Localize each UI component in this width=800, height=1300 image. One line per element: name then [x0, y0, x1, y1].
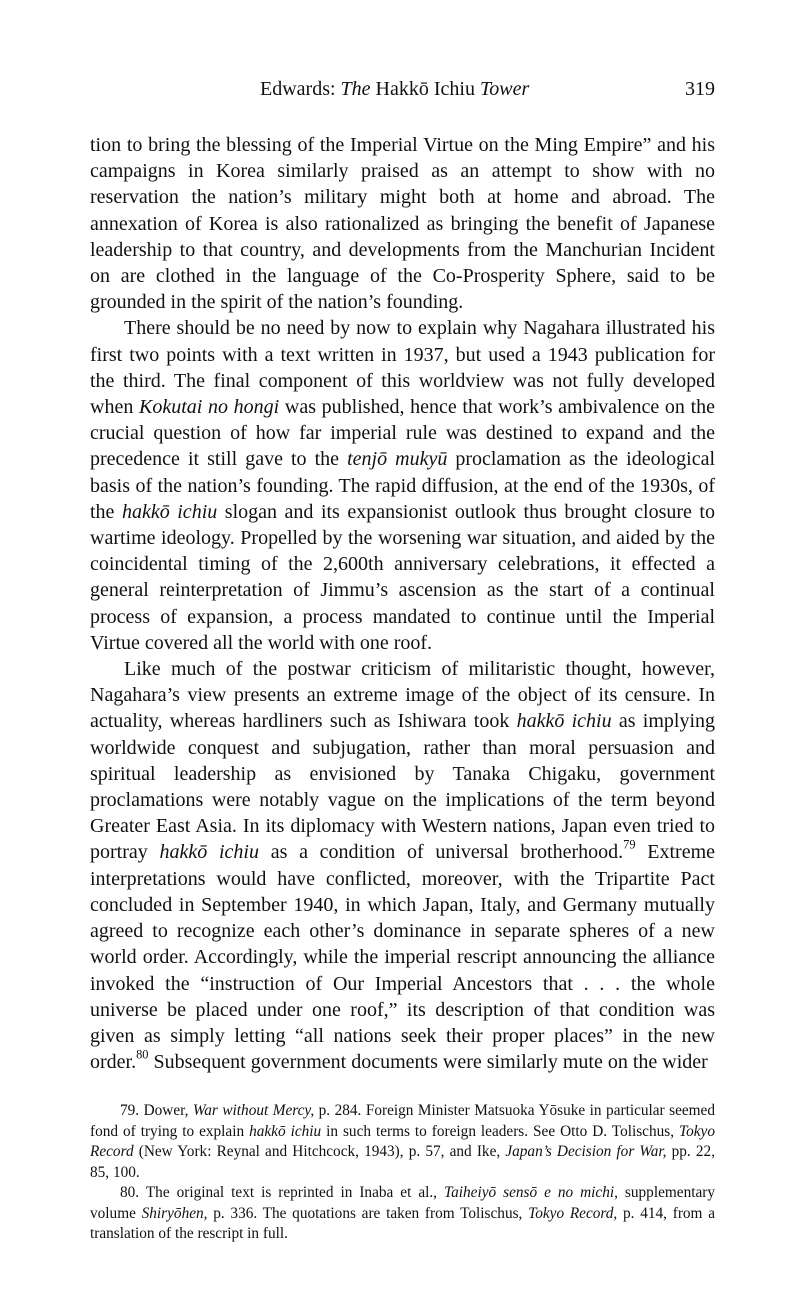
note79-text-1: 79. Dower, — [120, 1102, 193, 1120]
note79-italic-4: Japan’s Decision for War, — [505, 1143, 667, 1161]
note80-text-3: p. 336. The quotations are taken from Tolischus, — [207, 1204, 529, 1222]
p2-italic-1: Kokutai no hongi — [139, 396, 280, 419]
header-title-tower: Tower — [479, 78, 530, 100]
footnote-ref-80[interactable]: 80 — [136, 1047, 149, 1062]
header-title-the: The — [340, 78, 371, 100]
p2-text-4: slogan and its expansionist outlook thus brought closure to wartime ideology. Propelled by the worsening war situation, and aided by the coincidental timing of the 2,600th anniversary celebrations, it effected a general reinterpretation of Jimmu’s ascension as the start of a continual process of expansion, a process mandated to continue until the Imperial Virtue covered all the world with one roof. — [90, 500, 715, 654]
p2-text-3: proclamation as the ideological basis of the nation’s founding. The rapid diffusion, at the end of the 1930s, of the — [90, 448, 716, 523]
p2-italic-3: hakkō ichiu — [121, 500, 218, 523]
note80-italic-3: Tokyo Record, — [528, 1204, 618, 1222]
note79-text-2: p. 284. Foreign Minister Matsuoka Yōsuke in particular seemed fond of trying to explain — [90, 1102, 715, 1140]
running-header — [90, 74, 715, 108]
running-title — [260, 78, 529, 101]
note80-italic-2: Shiryōhen, — [141, 1204, 208, 1222]
note79-text-4: (New York: Reynal and Hitchcock, 1943), p. 57, and Ike, — [133, 1143, 506, 1161]
p2-text-2: was published, hence that work’s ambivalence on the crucial question of how far imperial rule was destined to expand and the precedence it still gave to the — [90, 396, 716, 471]
note80-text-1: 80. The original text is reprinted in Inaba et al., — [120, 1184, 444, 1202]
p3-text-1: Like much of the postwar criticism of militaristic thought, however, Nagahara’s view presents an extreme image of the object of its censure. In actuality, whereas hardliners such as Ishiwara took — [90, 658, 715, 733]
note79-italic-2: hakkō ichiu — [249, 1122, 322, 1140]
p2-italic-2: tenjō mukyū — [347, 448, 448, 471]
page — [90, 74, 715, 1245]
note79-italic-3: Tokyo Record — [90, 1122, 715, 1161]
paragraph-1: tion to bring the blessing of the Imperial Virtue on the Ming Empire” and his campaigns in Korea similarly praised as an attempt to show with no reservation the nation’s military might both at home and abroad. The annexation of Korea is also rationalized as bringing the benefit of Japanese leadership to that country, and developments from the Manchurian Incident on are clothed in the language of the Co-Prosperity Sphere, said to be grounded in the spirit of the nation’s founding. — [90, 134, 715, 314]
footnotes — [90, 1101, 715, 1245]
note80-text-4: p. 414, from a translation of the rescript in full. — [90, 1204, 715, 1243]
p3-text-5: Subsequent government documents were similarly mute on the wider — [148, 1051, 708, 1074]
header-author: Edwards: — [260, 78, 341, 100]
p2-text-1: There should be no need by now to explain why Nagahara illustrated his first two points with a text written in 1937, but used a 1943 publication for the third. The final component of this worldview was not fully developed when — [90, 317, 715, 419]
note79-text-5: pp. 22, 85, 100. — [90, 1143, 716, 1181]
header-title-mid: Hakkō Ichiu — [370, 78, 480, 100]
paragraph-2 — [90, 315, 715, 656]
p3-italic-2: hakkō ichiu — [159, 841, 259, 864]
p3-italic-1: hakkō ichiu — [516, 710, 612, 733]
body-text — [90, 132, 715, 1075]
note79-italic-1: War without Mercy, — [192, 1102, 315, 1120]
note79-text-3: in such terms to foreign leaders. See Otto D. Tolischus, — [321, 1122, 680, 1140]
page-number: 319 — [685, 78, 715, 100]
note80-italic-1: Taiheiyō sensō e no michi, — [444, 1184, 618, 1202]
p3-text-4: Extreme interpretations would have conflicted, moreover, with the Tripartite Pact concluded in September 1940, in which Japan, Italy, and Germany mutually agreed to recognize each other’s dominance in separate spheres of a new world order. Accordingly, while the imperial rescript announcing the alliance invoked the “instruction of Our Imperial Ancestors that . . . the whole universe be placed under one roof,” its description of that condition was given as simply letting “all nations seek their proper places” in the new order. — [90, 841, 716, 1074]
footnote-ref-79[interactable]: 79 — [623, 838, 636, 853]
paragraph-3 — [90, 656, 715, 1075]
p3-text-3: as a condition of universal brotherhood. — [258, 841, 624, 864]
footnote-80 — [90, 1183, 715, 1245]
note80-text-2: supplementary volume — [90, 1184, 715, 1222]
footnote-79 — [90, 1101, 715, 1183]
p3-text-2: as implying worldwide conquest and subjugation, rather than moral persuasion and spiritual leadership as envisioned by Tanaka Chigaku, government proclamations were notably vague on the implications of the term beyond Greater East Asia. In its diplomacy with Western nations, Japan even tried to portray — [90, 710, 716, 864]
